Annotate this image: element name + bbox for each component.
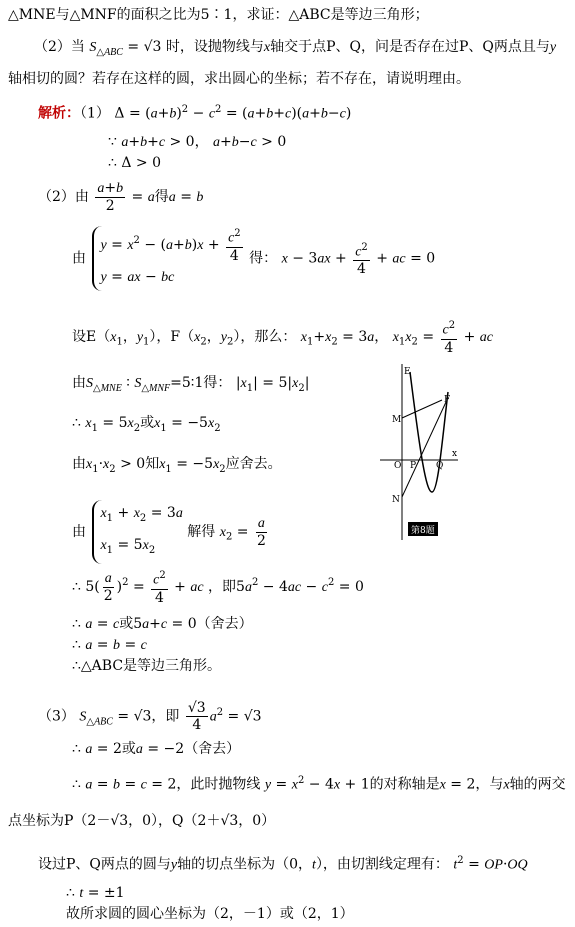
- fig-label-5: Q: [436, 461, 444, 471]
- solution-part-1: 解析：（1） $\Delta = (a+b)^2 - c^2 = (a+b+c)(a+b-c)$: [38, 104, 352, 122]
- fig-label-6: F: [444, 395, 451, 405]
- solution-part-3: （3） $S_{\triangle ABC} = √3$，即 $\frac{√3}{4}$ $a^2 = √3$: [38, 700, 262, 733]
- parabola-figure: [380, 362, 460, 542]
- problem-line-3: 轴相切的圆？若存在这样的圆，求出圆心的坐标；若不存在，请说明理由。: [8, 71, 470, 87]
- parabola-curve: [410, 372, 451, 492]
- line-nf: [402, 402, 446, 497]
- solution-line-because: ∵ a+b+c > 0， a+b−c > 0: [108, 134, 287, 150]
- equal-sides-line: ∴ a = b = c: [72, 637, 147, 653]
- equation-system-1: 由 $y = x^2 - (a+b)x$ + $\frac{c^2}{4}$ y = ax − bc 得： x − 3ax + $\frac{c^2}{4}$ + ac = 0: [72, 226, 435, 291]
- line-me: [402, 400, 442, 418]
- a-values-line: ∴ a = 2或a = −2（舍去）: [72, 741, 241, 757]
- intersection-points: 点坐标为P（2－√3，0），Q（2＋√3，0）: [8, 813, 276, 829]
- axis-line: ∴ a = b = c = 2，此时抛物线 $y = x^2 - 4x + 1$的对称轴是x = 2，与x轴的两交: [72, 775, 566, 793]
- figure-caption: 第8题: [411, 526, 435, 536]
- case-line: ∴ a = c或5a+c = 0（舍去）: [72, 616, 253, 632]
- fig-label-3: O: [394, 461, 402, 471]
- solution-part-2: （2）由 $\frac{a+b}{2}$ = a得a = b: [38, 180, 204, 214]
- equation-system-2: 由 $x_1 + x_2 = 3a$ $x_1 = 5x_2$ 解得 $x_2$ = $\frac{a}{2}$: [72, 500, 270, 564]
- discard-line: 由$x_1\cdot x_2 > 0$知$x_1 = -5x_2$应舍去。: [72, 456, 282, 475]
- vieta-line: 设$E(x_1$，$y_1$），$F(x_2$，$y_2$），那么： $x_1+x_2 = 3a$， $x_1x_2$ = $\frac{c^2}{4}$ + ac: [72, 320, 493, 356]
- fig-label-2: N: [392, 495, 400, 505]
- fig-label-4: P: [410, 461, 417, 471]
- fig-label-0: E: [404, 367, 411, 377]
- ratio-cases: ∴ $x_1 = 5x_2$或$x_1 = -5x_2$: [72, 415, 221, 434]
- problem-line-2: （2）当 $S_{\triangle ABC} = √3$ 时，设抛物线与x轴交于点P、Q，问是否存在过P、Q两点且与y: [34, 39, 557, 58]
- tangent-line: 设过P、Q两点的圆与y轴的切点坐标为（0，t），由切割线定理有： $t^2 = OP\cdot OQ$: [38, 855, 528, 873]
- problem-line-1: △MNE与△MNF的面积之比为5∶1，求证：△ABC是等边三角形；: [8, 7, 429, 23]
- equilateral-conclusion: ∴△ABC是等边三角形。: [72, 658, 222, 674]
- final-answer: 故所求圆的圆心坐标为（2，－1）或（2，1）: [66, 906, 354, 922]
- substitution-line: ∴ 5( $\frac{a}{2}$ )$^2$ = $\frac{c^2}{4}$ + ac ，即$5a^2 - 4ac - c^2 = 0$: [72, 570, 364, 606]
- solution-label: 解析：: [38, 105, 80, 122]
- t-value-line: ∴ t = ±1: [66, 885, 125, 901]
- fig-label-7: x: [452, 449, 458, 459]
- fig-label-1: M: [392, 415, 402, 425]
- solution-line-therefore: ∴ Δ > 0: [108, 155, 162, 171]
- area-ratio-line: 由$S_{\triangle MNE}$ ∶ $S_{\triangle MNF}=5∶1$得： $|x_1| = 5|x_2|$: [72, 375, 310, 394]
